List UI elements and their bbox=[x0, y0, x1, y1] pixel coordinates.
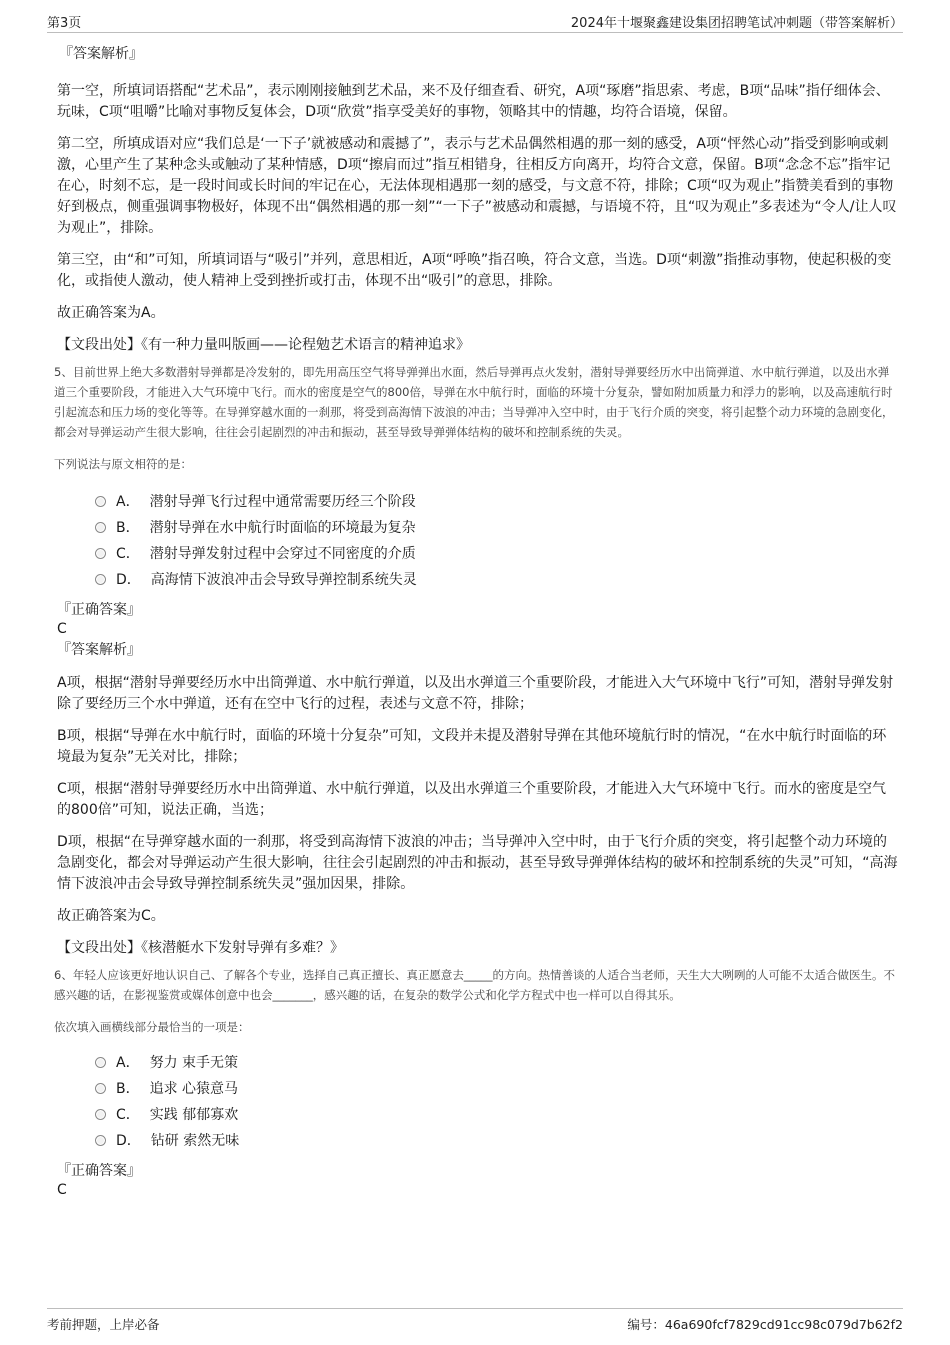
q5-options bbox=[57, 488, 900, 592]
radio-icon[interactable] bbox=[95, 522, 106, 533]
q5-answer-label: 『正确答案』 bbox=[57, 602, 141, 618]
q5-option-a[interactable]: A． 潜射导弹飞行过程中通常需要历经三个阶段 bbox=[95, 488, 900, 514]
radio-icon[interactable] bbox=[95, 496, 106, 507]
option-text: 追求 心猿意马 bbox=[149, 1081, 239, 1097]
q5-option-b[interactable]: B． 潜射导弹在水中航行时面临的环境最为复杂 bbox=[95, 514, 900, 540]
q6-option-d[interactable]: D． 钻研 索然无味 bbox=[95, 1127, 900, 1153]
option-text: 努力 束手无策 bbox=[149, 1055, 239, 1071]
q5-conclusion: 故正确答案为C。 bbox=[57, 908, 165, 924]
q5-prompt: 下列说法与原文相符的是： bbox=[54, 457, 192, 471]
radio-icon[interactable] bbox=[95, 1109, 106, 1120]
radio-icon[interactable] bbox=[95, 574, 106, 585]
q4-analysis-para-3: 第三空，由“和”可知，所填词语与“吸引”并列，意思相近，A项“呼唤”指召唤，符合文意，当选。D项“刺激”指推动事物，使起积极的变化，或指使人激动，使人精神上受到挫折或打击，体现不出“吸引”的意思，排除。 bbox=[57, 252, 892, 289]
q5-option-c[interactable]: C． 潜射导弹发射过程中会穿过不同密度的介质 bbox=[95, 540, 900, 566]
q5-analysis-c: C项，根据“潜射导弹要经历水中出筒弹道、水中航行弹道，以及出水弹道三个重要阶段，才能进入大气环境中飞行。而水的密度是空气的800倍”可知，说法正确，当选； bbox=[57, 781, 887, 818]
q6-answer-label: 『正确答案』 bbox=[57, 1163, 141, 1179]
q6-prompt: 依次填入画横线部分最恰当的一项是： bbox=[54, 1020, 250, 1034]
page-number: 第3页 bbox=[47, 16, 82, 31]
option-text: 实践 郁郁寡欢 bbox=[149, 1107, 239, 1123]
q5-answer: C bbox=[57, 621, 67, 637]
document-title: 2024年十堰聚鑫建设集团招聘笔试冲刺题（带答案解析） bbox=[570, 16, 903, 31]
q6-option-c[interactable]: C． 实践 郁郁寡欢 bbox=[95, 1101, 900, 1127]
q4-analysis-label: 『答案解析』 bbox=[59, 46, 143, 62]
option-text: 高海情下波浪冲击会导致导弹控制系统失灵 bbox=[150, 572, 417, 588]
q4-source: 【文段出处】《有一种力量叫版画——论程勉艺术语言的精神追求》 bbox=[57, 337, 470, 353]
page-footer bbox=[47, 1308, 903, 1333]
q4-analysis-para-1: 第一空，所填词语搭配“艺术品”，表示刚刚接触到艺术品，来不及仔细查看、研究，A项“琢磨”指思索、考虑，B项“品味”指仔细体会、玩味，C项“咀嚼”比喻对事物反复体会，D项“欣赏”指享受美好的事物，领略其中的情趣，均符合语境，保留。 bbox=[57, 83, 890, 120]
q4-analysis-para-2: 第二空，所填成语对应“我们总是‘一下子’就被感动和震撼了”，表示与艺术品偶然相遇的那一刻的感受，A项“怦然心动”指受到影响或刺激，心里产生了某种念头或触动了某种情感，D项“擦肩而过”指互相错身，往相反方向离开，均符合文意，保留。B项“念念不忘”指牢记在心，时刻不忘，是一段时间或长时间的牢记在心，无法体现相遇那一刻的感受，与文意不符，排除；C项“叹为观止”指赞美看到的事物好到极点，侧重强调事物极好，体现不出“偶然相遇的那一刻”“一下子”被感动和震撼，与语境不符，且“叹为观止”多表述为“令人/让人叹为观止”，排除。 bbox=[57, 136, 897, 236]
document-code bbox=[627, 1315, 903, 1333]
q4-conclusion: 故正确答案为A。 bbox=[57, 305, 165, 321]
option-text: 潜射导弹发射过程中会穿过不同密度的介质 bbox=[149, 546, 416, 562]
footer-slogan: 考前押题，上岸必备 bbox=[47, 1317, 160, 1332]
radio-icon[interactable] bbox=[95, 1083, 106, 1094]
q5-analysis-d: D项，根据“在导弹穿越水面的一刹那，将受到高海情下波浪的冲击；当导弹冲入空中时，由于飞行介质的突变，将引起整个动力环境的急剧变化，都会对导弹运动产生很大影响，往往会引起剧烈的冲击和振动，甚至导致导弹弹体结构的破坏和控制系统的失灵”可知，“高海情下波浪冲击会导致导弹控制系统失灵”强加因果，排除。 bbox=[57, 834, 898, 892]
page-content bbox=[54, 44, 900, 1199]
code-label: 编号： bbox=[627, 1317, 665, 1332]
q5-analysis-a: A项，根据“潜射导弹要经历水中出筒弹道、水中航行弹道，以及出水弹道三个重要阶段，才能进入大气环境中飞行”可知，潜射导弹发射除了要经历三个水中弹道，还有在空中飞行的过程，表述与文意不符，排除； bbox=[57, 675, 894, 712]
code-value: 46a690fcf7829cd91cc98c079d7b62f2 bbox=[664, 1317, 903, 1332]
q5-analysis-b: B项，根据“导弹在水中航行时，面临的环境十分复杂”可知，文段并未提及潜射导弹在其他环境航行时的情况，“在水中航行时面临的环境最为复杂”无关对比，排除； bbox=[57, 728, 887, 765]
option-text: 钻研 索然无味 bbox=[150, 1133, 240, 1149]
q6-answer: C bbox=[57, 1182, 67, 1198]
radio-icon[interactable] bbox=[95, 548, 106, 559]
q5-option-d[interactable]: D． 高海情下波浪冲击会导致导弹控制系统失灵 bbox=[95, 566, 900, 592]
option-text: 潜射导弹在水中航行时面临的环境最为复杂 bbox=[149, 520, 416, 536]
q6-question-text: 6、年轻人应该更好地认识自己、了解各个专业，选择自己真正擅长、真正愿意去_____的方向。热情善谈的人适合当老师，天生大大咧咧的人可能不太适合做医生。不感兴趣的话，在影视鉴赏或媒体创意中也会_______，感兴趣的话，在复杂的数学公式和化学方程式中也一样可以自得其乐。 bbox=[54, 968, 896, 1002]
option-text: 潜射导弹飞行过程中通常需要历经三个阶段 bbox=[149, 494, 416, 510]
radio-icon[interactable] bbox=[95, 1057, 106, 1068]
q6-option-b[interactable]: B． 追求 心猿意马 bbox=[95, 1075, 900, 1101]
q5-source: 【文段出处】《核潜艇水下发射导弹有多难？》 bbox=[57, 940, 344, 956]
q6-options bbox=[57, 1049, 900, 1153]
page-header bbox=[47, 10, 903, 33]
q5-analysis-label: 『答案解析』 bbox=[57, 642, 141, 658]
q6-option-a[interactable]: A． 努力 束手无策 bbox=[95, 1049, 900, 1075]
radio-icon[interactable] bbox=[95, 1135, 106, 1146]
q5-question-text: 5、目前世界上绝大多数潜射导弹都是冷发射的，即先用高压空气将导弹弹出水面，然后导弹再点火发射，潜射导弹要经历水中出筒弹道、水中航行弹道，以及出水弹道三个重要阶段，才能进入大气环境中飞行。而水的密度是空气的800倍，导弹在水中航行时，面临的环境十分复杂，譬如附加质量力和浮力的影响，以及高速航行时引起流态和压力场的变化等等。在导弹穿越水面的一刹那，将受到高海情下波浪的冲击；当导弹冲入空中时，由于飞行介质的突变，将引起整个动力环境的急剧变化，都会对导弹运动产生很大影响，往往会引起剧烈的冲击和振动，甚至导致导弹弹体结构的破坏和控制系统的失灵。 bbox=[54, 365, 894, 439]
